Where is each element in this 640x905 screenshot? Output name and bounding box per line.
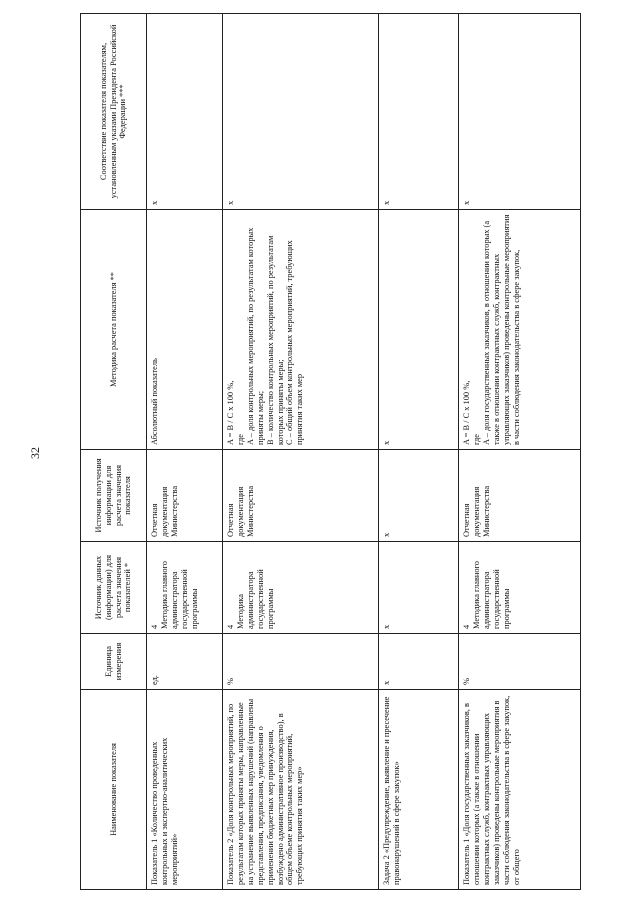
table-row bbox=[223, 14, 379, 890]
header-unit: Единица измерения bbox=[81, 634, 147, 690]
header-method: Методика расчета показателя ** bbox=[81, 210, 147, 450]
cell-method: A = B / C x 100 %, где A – доля контрольных мероприятий, по результатам которых приняты меры; B – количество контрольных мероприятий, по результатам которых приняты меры; C – общий объем контрольных мероприятий, требующих принятия таких мер bbox=[223, 210, 379, 450]
cell-info-source: Отчетная документация Министерства bbox=[459, 450, 581, 542]
cell-unit: x bbox=[379, 634, 459, 690]
cell-compliance: x bbox=[147, 14, 223, 210]
cell-method: x bbox=[379, 210, 459, 450]
table-row bbox=[147, 14, 223, 890]
cell-indicator-name: Задача 2 «Предупреждение, выявление и пресечение правонарушений в сфере закупок» bbox=[379, 690, 459, 890]
cell-method: Абсолютный показатель bbox=[147, 210, 223, 450]
cell-unit: % bbox=[459, 634, 581, 690]
table-header-row bbox=[81, 14, 147, 890]
cell-info-source: Отчетная документация Министерства bbox=[147, 450, 223, 542]
header-info-source: Источник получения информации для расчета значения показателя bbox=[81, 450, 147, 542]
cell-indicator-name: Показатель 2 «Доля контрольных мероприятий, по результатам которых приняты меры, направленные на устранение выявленных нарушений (направлены представления, предписания, уведомления о применении бюджетных мер принуждения, возбуждено административное производство), в общем объеме контрольных мероприятий, требующих принятия таких мер» bbox=[223, 690, 379, 890]
table-row bbox=[459, 14, 581, 890]
cell-indicator-name: Показатель 1 «Количество проведенных контрольных и экспертно-аналитических мероприятий» bbox=[147, 690, 223, 890]
cell-data-source: 4 Методика администратора государственной программы bbox=[223, 542, 379, 634]
header-compliance: Соответствие показателя показателям, установленным указами Президента Российской Федерации *** bbox=[81, 14, 147, 210]
cell-data-source: 4 Методика главного администратора государственной программы bbox=[459, 542, 581, 634]
table-row bbox=[379, 14, 459, 890]
cell-data-source: 4 Методика главного администратора государственной программы bbox=[147, 542, 223, 634]
cell-info-source: x bbox=[379, 450, 459, 542]
cell-compliance: x bbox=[223, 14, 379, 210]
page-number: 32 bbox=[27, 447, 42, 459]
cell-data-source: x bbox=[379, 542, 459, 634]
cell-compliance: x bbox=[459, 14, 581, 210]
cell-unit: % bbox=[223, 634, 379, 690]
cell-method: A = B / C x 100 %, где A – доля государственных заказчиков, в отношении которых (а также в отношении контрактных служб, контрактных управляющих заказчиков) проведены контрольные мероприятия в части соблюдения законодательства в сфере закупок, bbox=[459, 210, 581, 450]
cell-unit: ед. bbox=[147, 634, 223, 690]
cell-compliance: x bbox=[379, 14, 459, 210]
rotated-table-container bbox=[80, 14, 580, 890]
header-data-source: Источник данных (информации) для расчета значения показателей * bbox=[81, 542, 147, 634]
indicators-table bbox=[80, 13, 581, 890]
header-indicator-name: Наименование показателя bbox=[81, 690, 147, 890]
cell-info-source: Отчетная документация Министерства bbox=[223, 450, 379, 542]
cell-indicator-name: Показатель 1 «Доля государственных заказчиков, в отношении которых (а также в отношении контрактных служб, контрактных управляющих заказчиков) проведены контрольные мероприятия в части соблюдения законодательства в сфере закупок, от общего bbox=[459, 690, 581, 890]
